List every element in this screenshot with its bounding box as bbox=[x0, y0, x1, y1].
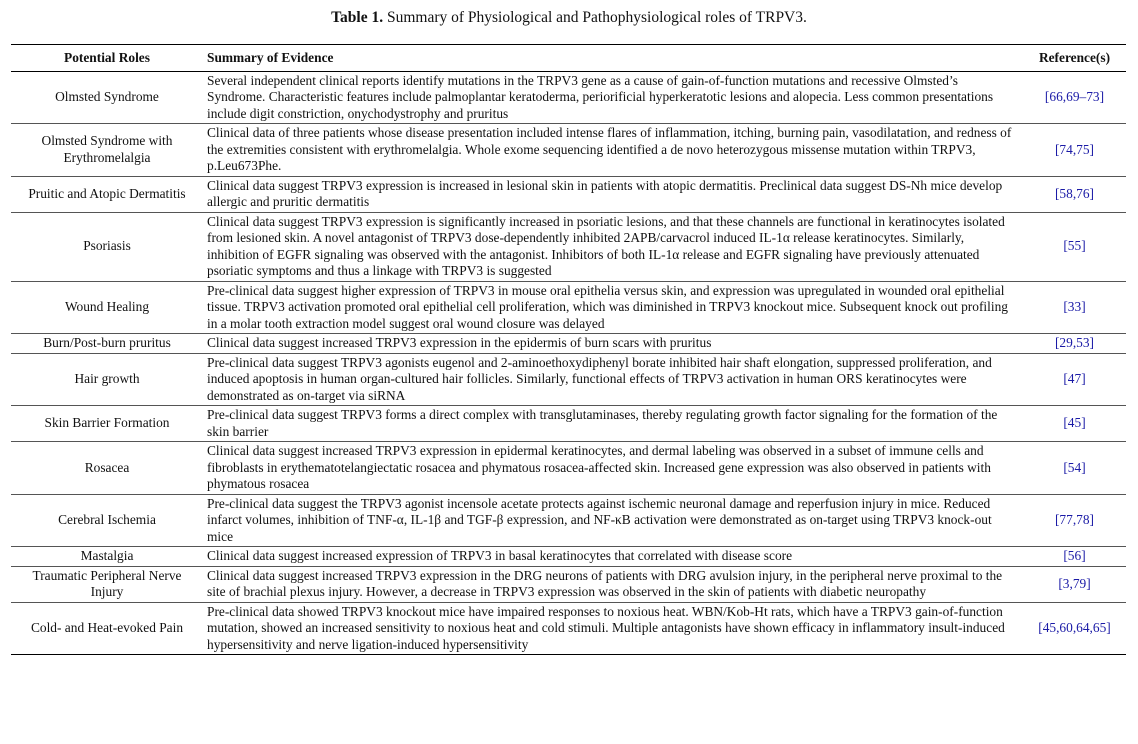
header-potential-roles: Potential Roles bbox=[64, 50, 150, 65]
table-row bbox=[11, 547, 1126, 567]
evidence-cell: Pre-clinical data suggest TRPV3 forms a direct complex with transglutaminases, thereby regulating growth factor signaling for the formation of the skin barrier bbox=[207, 407, 998, 439]
reference-link[interactable]: [55] bbox=[1063, 238, 1086, 254]
reference-cell bbox=[1023, 494, 1126, 547]
table-row bbox=[11, 566, 1126, 602]
evidence-cell: Pre-clinical data suggest the TRPV3 agonist incensole acetate protects against ischemic neuronal damage and reperfusion injury in mice. Reduced infarct volumes, inhibition of TNF-α, IL-1β and TGF-β expression, and NF-κB activation were demonstrated as on-target using TRPV3 knock-out mice bbox=[207, 495, 992, 544]
evidence-cell: Clinical data suggest TRPV3 expression is significantly increased in psoriatic lesions, and that these channels are functional in keratinocytes isolated from lesioned skin. A novel antagonist of TRPV3 dose-dependently inhibited 2APB/carvacrol induced IL-1α release keratinocytes. Similarly, inhibition of EGFR signaling was observed with the antagonist. Inhibitors of both IL-1α release and EGFR signaling have previously attenuated psoriatic symptoms and thus a linkage with TRPV3 is suggested bbox=[207, 213, 1005, 278]
reference-link[interactable]: [77,78] bbox=[1054, 512, 1095, 527]
evidence-cell: Clinical data suggest TRPV3 expression is increased in lesional skin in patients with atopic dermatitis. Preclinical data suggest DS-Nh mice develop allergic and pruritic dermatitis bbox=[207, 177, 1003, 209]
table-caption-text: Summary of Physiological and Pathophysiological roles of TRPV3. bbox=[383, 9, 807, 26]
table-row bbox=[11, 334, 1126, 354]
role-cell: Psoriasis bbox=[83, 238, 131, 254]
reference-link[interactable]: [33] bbox=[1063, 299, 1086, 314]
reference-link[interactable]: [54] bbox=[1063, 459, 1086, 475]
table-row bbox=[11, 442, 1126, 495]
evidence-cell: Pre-clinical data showed TRPV3 knockout mice have impaired responses to noxious heat. WBN/Kob-Ht rats, which have a TRPV3 gain-of-function mutation, showed an increased sensitivity to noxious heat and cold stimuli. Multiple antagonists have shown efficacy in inflammatory insult-induced hypersensitivity and nerve ligation-induced hypersensitivity bbox=[207, 603, 1005, 652]
reference-cell bbox=[1023, 334, 1126, 354]
reference-cell bbox=[1023, 406, 1126, 442]
role-cell: Cerebral Ischemia bbox=[58, 512, 156, 527]
evidence-cell: Clinical data suggest increased TRPV3 expression in epidermal keratinocytes, and dermal labeling was observed in a subset of immune cells and fibroblasts in erythematotelangiectatic rosacea and phymatous rosacea-affected skin. Increased gene expression was also observed in patients with phymatous rosacea bbox=[207, 443, 991, 491]
table-row bbox=[11, 494, 1126, 547]
evidence-cell: Pre-clinical data suggest TRPV3 agonists eugenol and 2-aminoethoxydiphenyl borate inhibited hair shaft elongation, suppressed proliferation, and induced apoptosis in human organ-cultured hair follicles. Similarly, functional effects of TRPV3 activation in human ORS keratinocytes were demonstrated as on-target via siRNA bbox=[207, 354, 992, 403]
role-cell: Burn/Post-burn pruritus bbox=[43, 335, 171, 350]
reference-cell bbox=[1023, 281, 1126, 334]
table-row bbox=[11, 281, 1126, 334]
table-row bbox=[11, 353, 1126, 406]
reference-link[interactable]: [29,53] bbox=[1054, 335, 1095, 350]
table-caption-label: Table 1. bbox=[331, 9, 384, 26]
evidence-cell: Clinical data suggest increased expression of TRPV3 in basal keratinocytes that correlated with disease score bbox=[207, 548, 793, 563]
table-header-row bbox=[11, 45, 1126, 72]
table-row bbox=[11, 406, 1126, 442]
reference-cell bbox=[1023, 442, 1126, 495]
reference-link[interactable]: [74,75] bbox=[1054, 141, 1095, 157]
role-cell: Traumatic Peripheral Nerve Injury bbox=[32, 567, 182, 599]
header-summary-of-evidence: Summary of Evidence bbox=[207, 50, 334, 65]
trpv3-roles-table bbox=[11, 44, 1126, 655]
reference-cell bbox=[1023, 566, 1126, 602]
table-row bbox=[11, 71, 1126, 124]
table-caption bbox=[0, 8, 1138, 28]
reference-link[interactable]: [66,69–73] bbox=[1044, 89, 1105, 104]
reference-link[interactable]: [47] bbox=[1063, 371, 1086, 386]
reference-link[interactable]: [56] bbox=[1063, 548, 1086, 563]
role-cell: Olmsted Syndrome bbox=[55, 89, 159, 104]
reference-cell bbox=[1023, 71, 1126, 124]
role-cell: Cold- and Heat-evoked Pain bbox=[30, 620, 184, 635]
table-body bbox=[11, 71, 1126, 655]
reference-link[interactable]: [45] bbox=[1063, 415, 1086, 431]
header-references: Reference(s) bbox=[1038, 50, 1111, 65]
reference-cell bbox=[1023, 212, 1126, 281]
table-row bbox=[11, 176, 1126, 212]
reference-link[interactable]: [45,60,64,65] bbox=[1038, 620, 1111, 635]
reference-cell bbox=[1023, 602, 1126, 655]
reference-cell bbox=[1023, 124, 1126, 177]
reference-link[interactable]: [3,79] bbox=[1058, 575, 1091, 591]
role-cell: Wound Healing bbox=[64, 299, 150, 314]
evidence-cell: Pre-clinical data suggest higher expression of TRPV3 in mouse oral epithelia versus skin, and expression was upregulated in wounded oral epithelial tissue. TRPV3 activation promoted oral epithelial cell proliferation, which was diminished in TRPV3 knockout mice. Subsequent knock out profiling in a molar tooth extraction model suggest oral wound closure was delayed bbox=[207, 282, 1008, 331]
role-cell: Pruitic and Atopic Dermatitis bbox=[28, 185, 186, 201]
role-cell: Hair growth bbox=[74, 371, 140, 386]
role-cell: Mastalgia bbox=[80, 548, 134, 563]
table-row bbox=[11, 602, 1126, 655]
role-cell: Skin Barrier Formation bbox=[44, 415, 170, 431]
reference-cell bbox=[1023, 547, 1126, 567]
role-cell: Rosacea bbox=[84, 459, 130, 475]
role-cell: Olmsted Syndrome with Erythromelalgia bbox=[41, 133, 173, 165]
evidence-cell: Clinical data suggest increased TRPV3 expression in the epidermis of burn scars with pruritus bbox=[207, 335, 712, 350]
table-row bbox=[11, 212, 1126, 281]
evidence-cell: Clinical data of three patients whose disease presentation included intense flares of inflammation, itching, burning pain, vasodilatation, and redness of the extremities consistent with erythromelalgia. Whole exome sequencing identified a de novo heterozygous missense mutation within TRPV3, p.Leu673Phe. bbox=[207, 125, 1012, 173]
reference-link[interactable]: [58,76] bbox=[1054, 185, 1095, 201]
reference-cell bbox=[1023, 353, 1126, 406]
table-row bbox=[11, 124, 1126, 177]
evidence-cell: Clinical data suggest increased TRPV3 expression in the DRG neurons of patients with DRG avulsion injury, in the peripheral nerve proximal to the site of brachial plexus injury. However, a decrease in TRPV3 expression was observed in the skin of patients with diabetic neuropathy bbox=[207, 567, 1003, 599]
reference-cell bbox=[1023, 176, 1126, 212]
evidence-cell: Several independent clinical reports identify mutations in the TRPV3 gene as a cause of gain-of-function mutations and recessive Olmsted’s Syndrome. Characteristic features include palmoplantar keratoderma, periorificial hyperkeratotic lesions and alopecia. Less common presentations include digit constriction, onychodystrophy and pruritus bbox=[207, 72, 994, 121]
